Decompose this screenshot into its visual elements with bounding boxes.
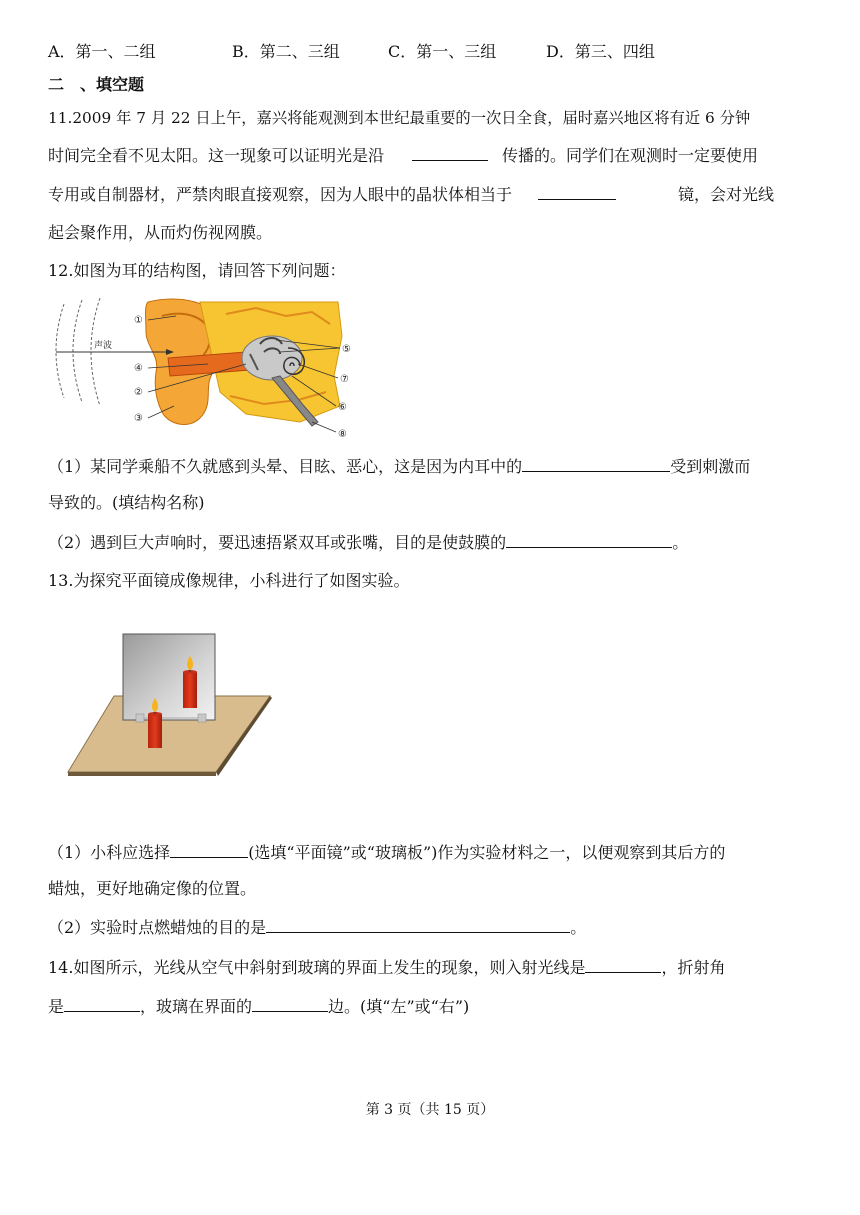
q13-blank-2[interactable] <box>266 916 570 933</box>
q11-text-3a: 专用或自制器材，严禁肉眼直接观察，因为人眼中的晶状体相当于 <box>48 185 513 204</box>
q11-blank-1[interactable] <box>412 144 488 161</box>
q13-sub1-text-b: (选填“平面镜”或“玻璃板”)作为实验材料之一，以便观察到其后方的 <box>248 843 726 862</box>
q14-text-1b: ，折射角 <box>661 958 726 977</box>
q13-sub1-text-a: （1）小科应选择 <box>48 843 171 862</box>
sound-wave-label: 声波 <box>94 341 113 351</box>
q11-line-4: 起会聚作用，从而灼伤视网膜。 <box>48 223 273 242</box>
label-4: ④ <box>134 363 143 374</box>
section-heading: 二 、填空题 <box>48 75 145 94</box>
ear-structure-figure <box>50 296 362 442</box>
q11-line-1: 11.2009 年 7 月 22 日上午，嘉兴将能观测到本世纪最重要的一次日全食，届时嘉兴地区将有近 6 分钟 <box>48 109 751 127</box>
q14-text-2c: 边。(填“左”或“右”) <box>328 997 470 1016</box>
q14-text-2b: ，玻璃在界面的 <box>140 997 253 1016</box>
q12-sub2-text-a: （2）遇到巨大声响时，要迅速捂紧双耳或张嘴，目的是使鼓膜的 <box>48 533 507 552</box>
q14-blank-2[interactable] <box>64 995 140 1012</box>
q12-sub2-text-b: 。 <box>672 533 689 552</box>
q12-sub2-line <box>48 531 688 554</box>
option-a: A．第一、二组 <box>48 42 156 61</box>
q12-blank-2[interactable] <box>506 531 672 548</box>
page-footer: 第 3 页（共 15 页） <box>365 1102 495 1118</box>
q13-sub1-line-2: 蜡烛，更好地确定像的位置。 <box>48 879 257 898</box>
q14-blank-1[interactable] <box>585 956 661 973</box>
front-candle <box>148 714 162 748</box>
q14-text-1a: 14.如图所示，光线从空气中斜射到玻璃的界面上发生的现象，则入射光线是 <box>48 958 586 977</box>
label-2: ② <box>134 387 143 398</box>
q12-sub1-text-b: 受到刺激而 <box>670 457 751 476</box>
label-3: ③ <box>134 413 143 424</box>
q14-line-1 <box>48 956 725 979</box>
label-7: ⑦ <box>340 374 349 385</box>
q11-line-2 <box>48 144 758 167</box>
label-5: ⑤ <box>342 344 351 355</box>
q14-blank-3[interactable] <box>252 995 328 1012</box>
q12-blank-1[interactable] <box>522 455 670 472</box>
q13-sub2-text-a: （2）实验时点燃蜡烛的目的是 <box>48 918 267 937</box>
q13-sub1-line-1 <box>48 841 725 864</box>
label-1: ① <box>134 315 143 326</box>
q11-text-2b: 传播的。同学们在观测时一定要使用 <box>502 146 759 165</box>
options-row <box>48 41 828 63</box>
label-8: ⑧ <box>338 429 347 440</box>
q12-sub1-text-a: （1）某同学乘船不久就感到头晕、目眩、恶心，这是因为内耳中的 <box>48 457 523 476</box>
q12-sub1-line-2: 导致的。(填结构名称) <box>48 493 205 512</box>
q11-line-3 <box>48 183 774 206</box>
option-d: D．第三、四组 <box>546 42 655 61</box>
back-candle <box>183 672 197 708</box>
q11-blank-2[interactable] <box>538 183 616 200</box>
q14-text-2a: 是 <box>48 997 65 1016</box>
q14-line-2 <box>48 995 469 1018</box>
glass-plate <box>123 634 215 720</box>
q11-text-2a: 时间完全看不见太阳。这一现象可以证明光是沿 <box>48 146 385 165</box>
label-6: ⑥ <box>338 402 347 413</box>
option-c: C．第一、三组 <box>388 42 497 61</box>
mirror-experiment-figure <box>66 632 278 778</box>
option-b: B．第二、三组 <box>232 42 340 61</box>
q13-blank-1[interactable] <box>170 841 248 858</box>
q12-sub1-line-1 <box>48 455 750 478</box>
q12-stem: 12.如图为耳的结构图，请回答下列问题： <box>48 261 346 280</box>
q13-sub2-line <box>48 916 586 939</box>
q13-stem: 13.为探究平面镜成像规律，小科进行了如图实验。 <box>48 571 410 590</box>
q13-sub2-text-b: 。 <box>570 918 587 937</box>
q11-text-3b: 镜，会对光线 <box>678 185 775 204</box>
